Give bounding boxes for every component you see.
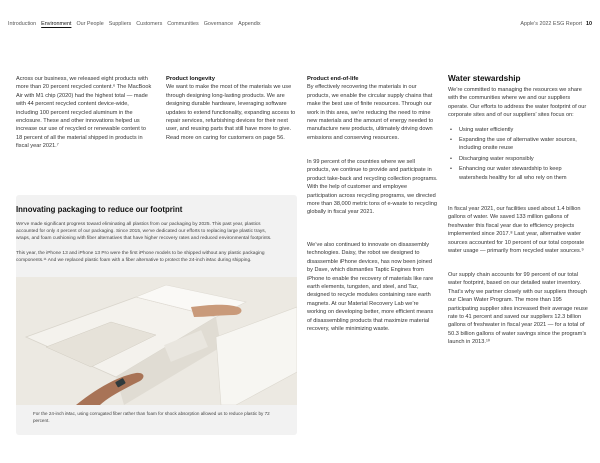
- product-end-of-life-heading: Product end-of-life: [307, 76, 359, 82]
- nav-appendix[interactable]: Appendix: [238, 21, 261, 27]
- clean-water-program-block: [448, 271, 590, 347]
- imac-packaging-photo: [16, 277, 297, 405]
- packaging-card-title: Innovating packaging to reduce our footprint: [16, 205, 183, 214]
- water-stewardship-heading: Water stewardship: [448, 74, 521, 83]
- nav-suppliers[interactable]: Suppliers: [108, 21, 132, 27]
- nav-environment[interactable]: Environment: [41, 21, 72, 27]
- packaging-paragraph-2: This year, the iPhone 13 and iPhone 13 Pro were the first iPhone models to be shipped without any plastic packaging components.¹¹ And we replaced plastic foam with a fiber alternative to protect the 24-inch iMac during shipping.: [16, 250, 265, 263]
- clean-water-program-text: Our supply chain accounts for 99 percent of our total water footprint, based on our detailed water inventory. That’s why we partner closely with our suppliers through our Clean Water Program. The more than 195 participating supplier sites increased their average reuse rate to 41 percent and saved our suppliers 12.3 billion gallons of freshwater in fiscal year 2021 — for a total of 50.3 billion gallons of water savings since the program’s launch in 2013.¹⁰: [448, 272, 588, 346]
- water-usage-text: In fiscal year 2021, our facilities used about 1.4 billion gallons of water. We saved 133 million gallons of freshwater this fiscal year due to efficiency projects implemented since 2017.⁸ Last year, alternative water sources accounted for 10 percent of our total corporate water usage — primarily from recycled water sources.⁹: [448, 206, 585, 255]
- packaging-paragraph-1: We’ve made significant progress toward eliminating all plastics from our packaging by 2025. This past year, plastics accounted for only 4 percent of our packaging. Since 2015, we’ve dedicated our efforts to replacing large plastic trays, wraps, and foam cushioning with fiber alternatives that have higher recovery rates and reduced environmental footprints.: [16, 222, 272, 242]
- take-back-programs-text: In 99 percent of the countries where we sell products, we continue to provide and participate in product take-back and recycling collection programs. With the help of customer and employee participation across recycling programs, we directed more than 38,000 metric tons of e-waste to recycling globally in fiscal year 2021.: [307, 159, 438, 216]
- water-focus-item: • Discharging water responsibly: [448, 155, 590, 163]
- product-end-of-life-column: [307, 75, 438, 142]
- product-longevity-heading: Product longevity: [166, 76, 215, 82]
- packaging-photo-caption: For the 24-inch iMac, using corrugated fiber rather than foam for shock absorption allowed us to reduce plastic by 72 percent.: [33, 411, 270, 423]
- water-stewardship-column: [448, 74, 590, 184]
- water-usage-block: [448, 205, 590, 255]
- nav-items: [8, 21, 261, 27]
- disassembly-block: [307, 241, 438, 333]
- nav-introduction[interactable]: Introduction: [8, 21, 37, 27]
- water-focus-item: • Enhancing our water stewardship to keep watersheds healthy for all who rely on them: [448, 165, 590, 182]
- product-end-of-life-text: By effectively recovering the materials in our products, we enable the circular supply chains that make the best use of finite resources. Through our work in this area, we’re reducing the need to mine new materials and the amount of energy needed to manufacture new products, ultimately driving down emissions and conserving resources.: [307, 84, 434, 141]
- report-title: [520, 21, 592, 27]
- report-title-text: Apple’s 2022 ESG Report: [520, 21, 582, 27]
- nav-communities[interactable]: Communities: [167, 21, 199, 27]
- top-navigation: [8, 21, 592, 33]
- nav-governance[interactable]: Governance: [203, 21, 234, 27]
- recycled-content-column: [16, 75, 152, 151]
- product-longevity-text: We want to make the most of the materials we use through designing long-lasting products. We are designing durable hardware, leveraging software updates to extend functionality, expanding access to repair services, refurbishing devices for their next user, and reusing parts that still have more to give. Read more on caring for customers on page 56.: [166, 84, 296, 141]
- product-longevity-column: [166, 75, 296, 142]
- disassembly-text: We’ve also continued to innovate on disassembly technologies. Daisy, the robot we designed to disassemble iPhone devices, has now been joined by Dave, which dismantles Taptic Engines from iPhone to enable the recovery of materials like rare earth elements, tungsten, and steel, and Taz, designed to recycle modules containing rare earth magnets. At our Material Recovery Lab we’re working on developing better, more efficient means of disassembling products that maximize material recovery, while minimizing waste.: [307, 242, 434, 333]
- recycled-content-text: Across our business, we released eight products with more than 20 percent recycled content.⁶ The MacBook Air with M1 chip (2020) had the highest total — made with 44 percent recycled content device-wide, including 100 percent recycled aluminum in the enclosure. These and other innovations helped us increase our use of recycled or renewable content to 18 percent of all the material shipped in products in fiscal year 2021.⁷: [16, 76, 152, 150]
- packaging-card-body: [16, 221, 280, 271]
- water-focus-item: • Expanding the use of alternative water sources, including onsite reuse: [448, 136, 590, 153]
- water-focus-list: [448, 126, 590, 182]
- water-focus-item: • Using water efficiently: [448, 126, 590, 134]
- nav-our-people[interactable]: Our People: [76, 21, 104, 27]
- nav-customers[interactable]: Customers: [136, 21, 163, 27]
- water-stewardship-intro: We’re committed to managing the resources we share with the communities where we and our suppliers operate. Our efforts to address the water footprint of our corporate sites and of our suppliers’ sites focus on:: [448, 87, 587, 119]
- page-number: 10: [586, 21, 592, 27]
- take-back-programs-block: [307, 158, 438, 217]
